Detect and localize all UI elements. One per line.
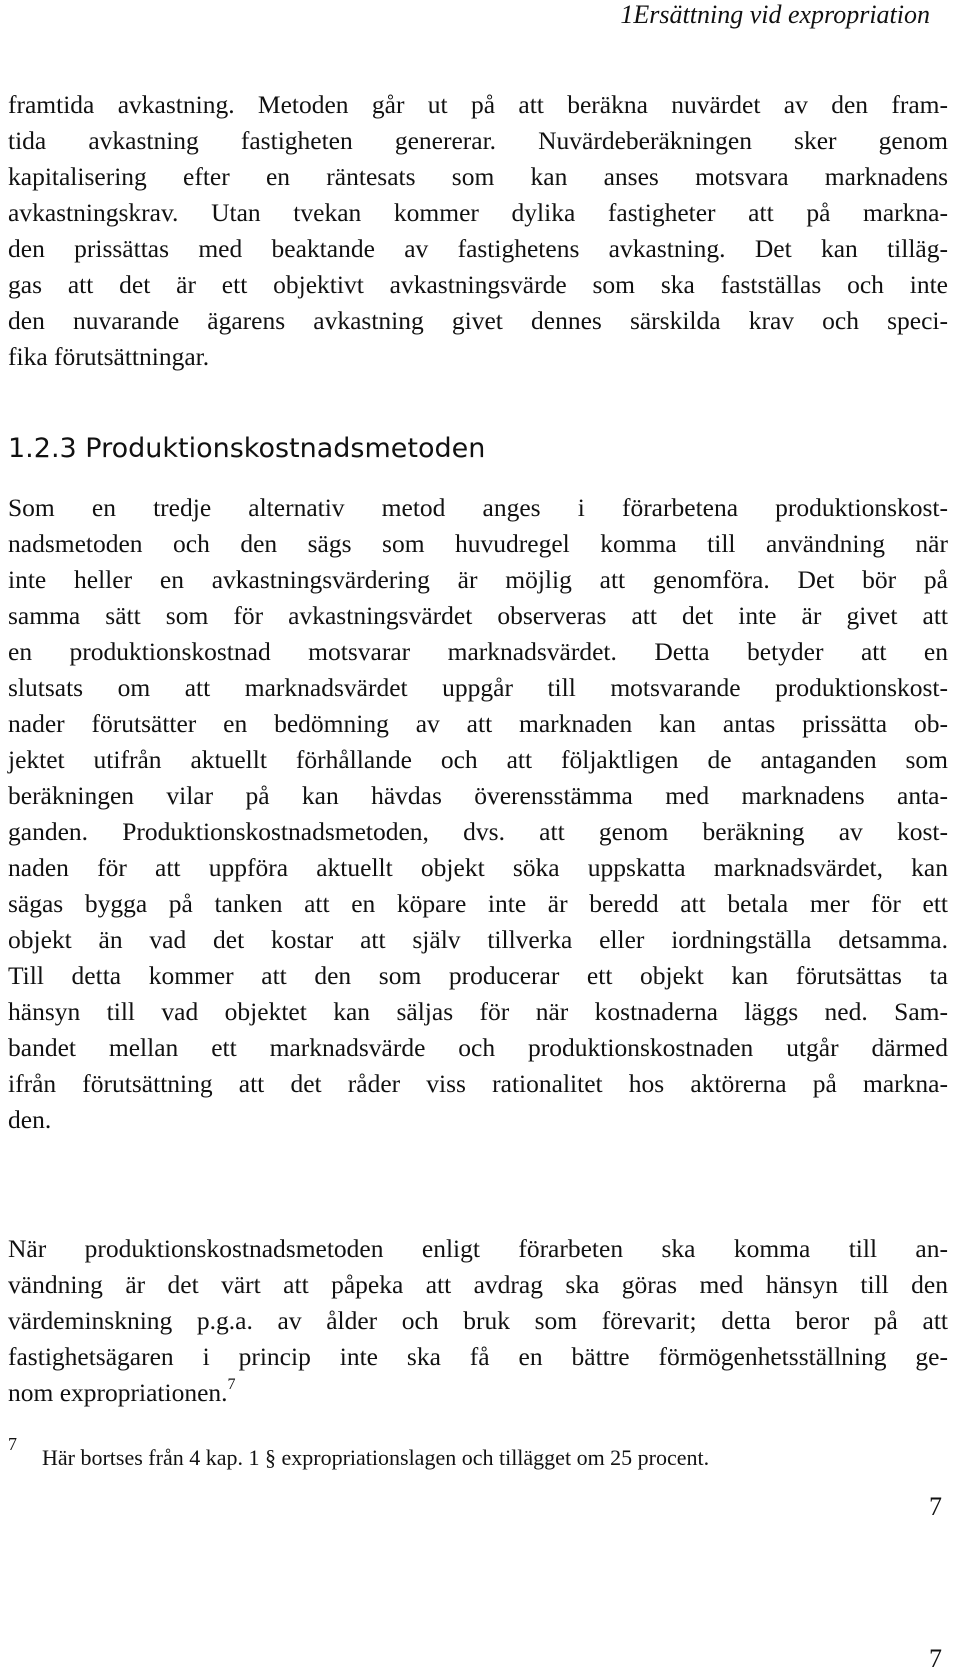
text-line	[8, 1375, 948, 1411]
paragraph-intro	[8, 87, 948, 375]
text-line: ifrån förutsättning att det råder viss rationalitet hos aktörerna på markna-	[8, 1069, 948, 1098]
text-line: fika förutsättningar.	[8, 342, 210, 371]
text-line: samma sätt som för avkastningsvärdet observeras att det inte är givet att	[8, 601, 948, 630]
page-number-bottom: 7	[929, 1644, 942, 1673]
text-line: slutsats om att marknadsvärdet uppgår till motsvarande produktionskost-	[8, 673, 948, 702]
text-line: den prissättas med beaktande av fastighetens avkastning. Det kan tilläg-	[8, 234, 948, 263]
text-line: ganden. Produktionskostnadsmetoden, dvs. att genom beräkning av kost-	[8, 817, 948, 846]
text-line: Till detta kommer att den som producerar ett objekt kan förutsättas ta	[8, 961, 948, 990]
text-line: vändning är det värt att påpeka att avdrag ska göras med hänsyn till den	[8, 1270, 948, 1299]
text-line: Som en tredje alternativ metod anges i förarbetena produktionskost-	[8, 493, 948, 522]
text-line: nadsmetoden och den sägs som huvudregel komma till användning när	[8, 529, 948, 558]
section-heading: 1.2.3 Produktionskostnadsmetoden	[8, 433, 486, 464]
text-line: sägas bygga på tanken att en köpare inte är beredd att betala mer för ett	[8, 889, 948, 918]
text-line: gas att det är ett objektivt avkastningsvärde som ska fastställas och inte	[8, 270, 948, 299]
footnote-reference[interactable]: 7	[227, 1376, 236, 1393]
text-line: naden för att uppföra aktuellt objekt söka uppskatta marknadsvärdet, kan	[8, 853, 948, 882]
text-line: inte heller en avkastningsvärdering är möjlig att genomföra. Det bör på	[8, 565, 948, 594]
paragraph-main	[8, 490, 948, 1138]
text-line: beräkningen vilar på kan hävdas överensstämma med marknadens anta-	[8, 781, 948, 810]
text-line: framtida avkastning. Metoden går ut på att beräkna nuvärdet av den fram-	[8, 90, 948, 119]
text-line-end: nom expropriationen.	[8, 1378, 228, 1407]
text-line: den nuvarande ägarens avkastning givet dennes särskilda krav och speci-	[8, 306, 948, 335]
running-head: 1Ersättning vid expropriation	[620, 0, 930, 29]
footnote-number: 7	[8, 1434, 17, 1454]
text-line: hänsyn till vad objektet kan säljas för när kostnaderna läggs ned. Sam-	[8, 997, 948, 1026]
text-line: fastighetsägaren i princip inte ska få en bättre förmögenhetsställning ge-	[8, 1342, 948, 1371]
footnote-text: Här bortses från 4 kap. 1 § expropriationslagen och tillägget om 25 procent.	[42, 1445, 710, 1470]
text-line: När produktionskostnadsmetoden enligt förarbeten ska komma till an-	[8, 1234, 948, 1263]
text-line: kapitalisering efter en räntesats som kan anses motsvara marknadens	[8, 162, 948, 191]
paragraph-final	[8, 1231, 948, 1411]
text-line: tida avkastning fastigheten genererar. Nuvärdeberäkningen sker genom	[8, 126, 948, 155]
page-number-top: 7	[929, 1492, 942, 1521]
text-line: en produktionskostnad motsvarar marknadsvärdet. Detta betyder att en	[8, 637, 948, 666]
text-line: jektet utifrån aktuellt förhållande och att följaktligen de antaganden som	[8, 745, 948, 774]
text-line: värdeminskning p.g.a. av ålder och bruk som förevarit; detta beror på att	[8, 1306, 948, 1335]
text-line: objekt än vad det kostar att själv tillverka eller iordningställa detsamma.	[8, 925, 948, 954]
text-line: den.	[8, 1105, 52, 1134]
text-line: avkastningskrav. Utan tvekan kommer dylika fastigheter att på markna-	[8, 198, 948, 227]
text-line: nader förutsätter en bedömning av att marknaden kan antas prissätta ob-	[8, 709, 948, 738]
text-line: bandet mellan ett marknadsvärde och produktionskostnaden utgår därmed	[8, 1033, 948, 1062]
